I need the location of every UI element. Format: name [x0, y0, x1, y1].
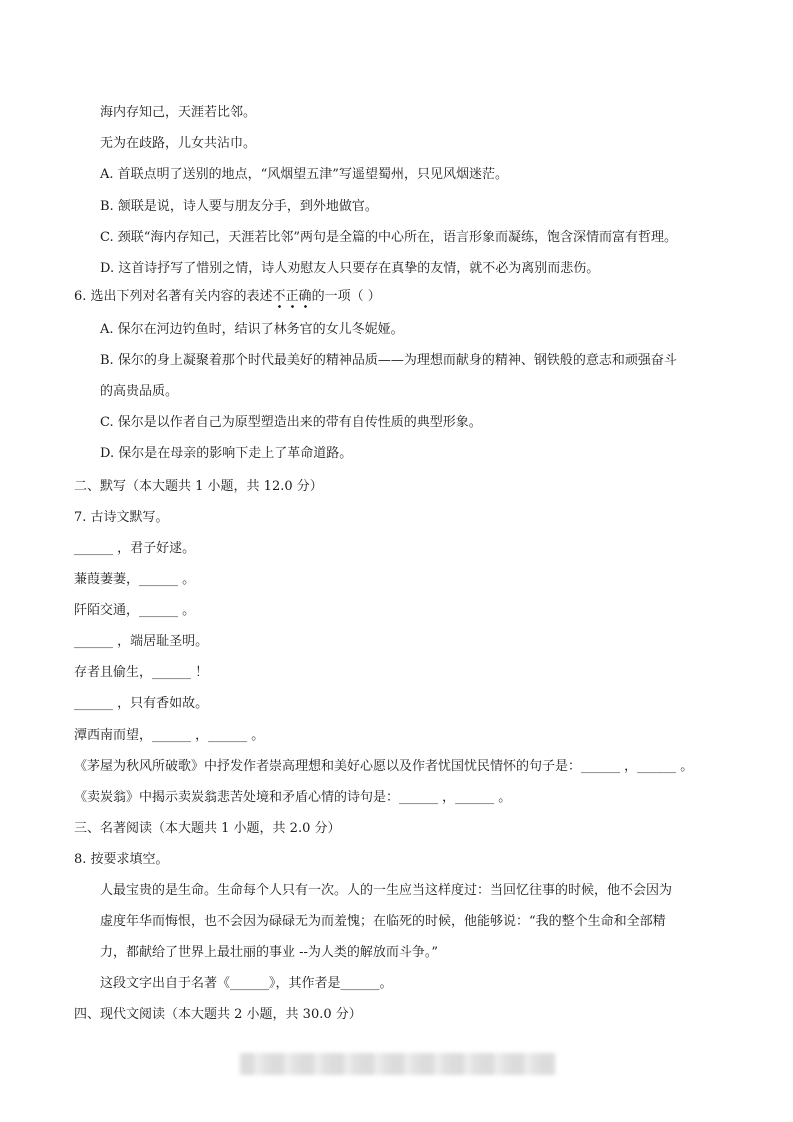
q8-passage-line-2: 虚度年华而悔恨，也不会因为碌碌无为而羞愧；在临死的时候，他能够说：“我的整个生命和全部精 [100, 914, 666, 929]
blurred-footer-watermark [240, 1053, 556, 1075]
q7-line-7: 潭西南而望，______ ，______ 。 [74, 728, 265, 743]
poem-line-1: 海内存知己，天涯若比邻。 [100, 105, 257, 120]
q6-stem-suffix: 的一项（ ） [311, 289, 381, 304]
q5-option-a: A. 首联点明了送别的地点，“风烟望五津”写遥望蜀州，只见风烟迷茫。 [100, 167, 508, 182]
q8-passage-line-1: 人最宝贵的是生命。生命每个人只有一次。人的一生应当这样度过：当回忆往事的时候，他不会因为 [100, 883, 673, 898]
section-2-heading: 二、默写（本大题共 1 小题，共 12.0 分） [74, 479, 323, 494]
q7-title: 7. 古诗文默写。 [74, 510, 169, 525]
q6-option-b-line2: 的高贵品质。 [100, 384, 179, 399]
q6-stem-prefix: 6. 选出下列对名著有关内容的表述 [74, 289, 273, 304]
section-4-heading: 四、现代文阅读（本大题共 2 小题，共 30.0 分） [74, 1007, 362, 1022]
q5-option-d: D. 这首诗抒写了惜别之情，诗人劝慰友人只要存在真挚的友情，就不必为离别而悲伤。 [100, 261, 600, 276]
q8-passage-line-3: 力，都献给了世界上最壮丽的事业 --为人类的解放而斗争。” [100, 945, 439, 960]
q7-line-3: 阡陌交通，______ 。 [74, 603, 196, 618]
poem-line-2: 无为在歧路，儿女共沾巾。 [100, 136, 257, 151]
q8-fill-in: 这段文字出自于名著《______》，其作者是______。 [100, 976, 393, 991]
section-3-heading: 三、名著阅读（本大题共 1 小题，共 2.0 分） [74, 821, 341, 836]
q6-option-d: D. 保尔是在母亲的影响下走上了革命道路。 [100, 446, 353, 461]
q6-stem-emphasis: 不正确 [273, 289, 312, 309]
q5-option-b: B. 颔联是说，诗人要与朋友分手，到外地做官。 [100, 199, 378, 214]
q8-title: 8. 按要求填空。 [74, 852, 169, 867]
q7-line-8: 《茅屋为秋风所破歌》中抒发作者崇高理想和美好心愿以及作者忧国忧民情怀的句子是：______ ，______ 。 [74, 759, 694, 774]
q7-line-9: 《卖炭翁》中揭示卖炭翁悲苦处境和矛盾心情的诗句是：______ ，______ 。 [74, 790, 512, 805]
q7-line-4: ______ ，端居耻圣明。 [74, 634, 209, 649]
q7-line-1: ______ ，君子好逑。 [74, 541, 196, 556]
q7-line-5: 存者且偷生，______ ！ [74, 665, 209, 680]
q5-option-c: C. 颈联“海内存知己，天涯若比邻”两句是全篇的中心所在，语言形象而凝练，饱含深情而富有哲理。 [100, 230, 678, 245]
q6-option-a: A. 保尔在河边钓鱼时，结识了林务官的女儿冬妮娅。 [100, 322, 404, 337]
q6-stem [74, 288, 381, 306]
q7-line-2: 蒹葭萋萋，______ 。 [74, 572, 196, 587]
q6-option-b-line1: B. 保尔的身上凝聚着那个时代最美好的精神品质——为理想而献身的精神、钢铁般的意志和顽强奋斗 [100, 353, 677, 368]
q6-option-c: C. 保尔是以作者自己为原型塑造出来的带有自传性质的典型形象。 [100, 415, 482, 430]
q7-line-6: ______ ，只有香如故。 [74, 696, 209, 711]
